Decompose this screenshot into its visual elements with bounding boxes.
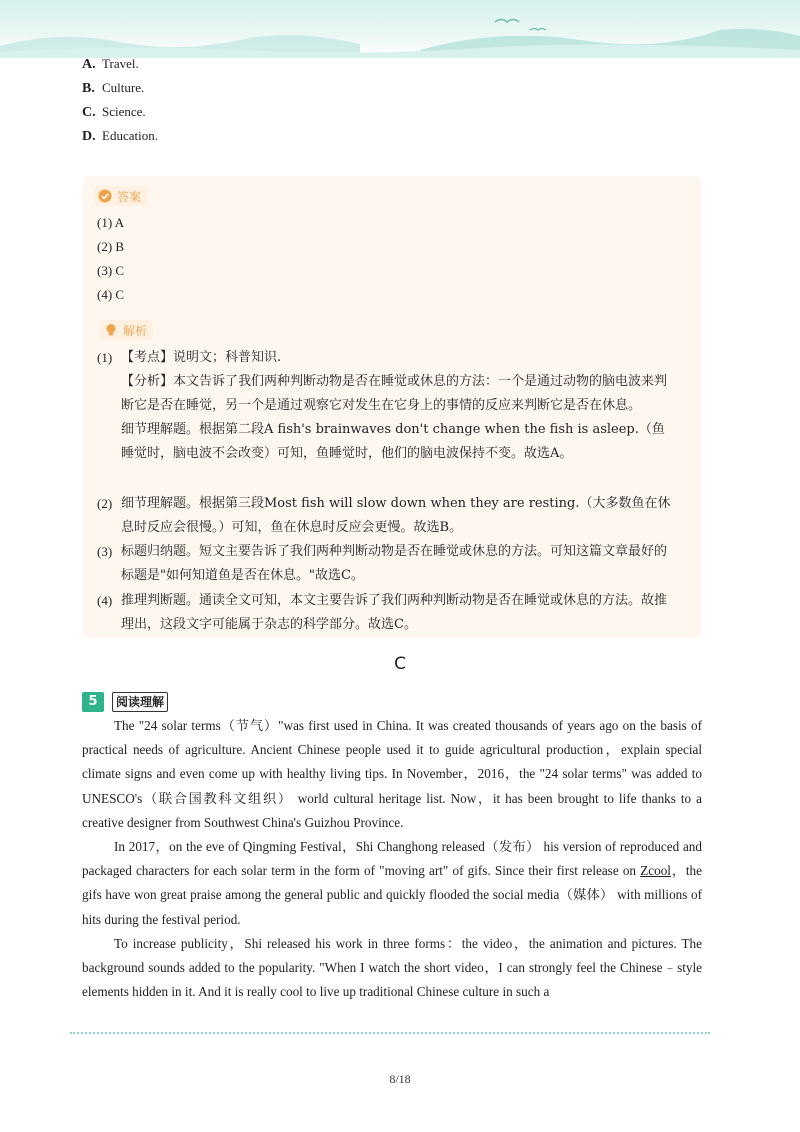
zcool-link: Zcool <box>640 863 671 879</box>
lightbulb-icon <box>104 323 118 337</box>
passage-paragraph-1: The "24 solar terms（节气）"was first used in China. It was created thousands of years ago on the basis of practical needs of agriculture. Ancient Chinese people used it to guide agricultural production，explain special climate signs and even come up with healthy living tips. In November，2016，the "24 solar terms" was added to UNESCO's（联合国教科文组织） world cultural heritage list. Now，it has been brought to life thanks to a creative designer from Southwest China's Guizhou Province. <box>82 718 702 830</box>
answer-2: (2) B <box>97 239 125 254</box>
check-badge-icon <box>98 189 112 203</box>
analysis-heading: 解析 <box>100 320 153 340</box>
footer-divider <box>70 1032 710 1034</box>
passage-paragraph-2: In 2017，on the eve of Qingming Festival，Shi Changhong released（发布） his version of reproduced and packaged characters for each solar term in the form of "moving art" of gifs. Since their first release on Zcool，the gifs have won great praise among the general public and quickly flooded the social media（媒体） with millions of hits during the festival period. <box>82 839 702 927</box>
option-a: A. Travel. <box>82 56 139 72</box>
header-banner <box>0 0 800 58</box>
reading-passage <box>82 714 702 1004</box>
answer-1: (1) A <box>97 215 125 230</box>
option-d: D. Education. <box>82 128 158 144</box>
question-number-badge: 5 <box>82 692 104 712</box>
option-c: C. Science. <box>82 104 146 120</box>
answer-options <box>82 52 158 148</box>
option-b: B. Culture. <box>82 80 145 96</box>
answer-4: (4) C <box>97 287 125 302</box>
explanation-1: (1) 【考点】说明文；科普知识. 【分析】本文告诉了我们两种判断动物是否在睡觉或休息的方法：一个是通过动物的脑电波来判断它是否在睡觉，另一个是通过观察它对发生在它身上的事情的反应来判断它是否在休息。 细节理解题。根据第二段A fish's brainwaves don't change when the fish is asleep.（鱼睡觉时，脑电波不会改变）可知，鱼睡觉时，他们的脑电波保持不变。故选A。 <box>97 346 677 490</box>
answer-3: (3) C <box>97 263 125 278</box>
explanation-1-text: 【考点】说明文；科普知识. 【分析】本文告诉了我们两种判断动物是否在睡觉或休息的方法：一个是通过动物的脑电波来判断它是否在睡觉，另一个是通过观察它对发生在它身上的事情的反应来判断它是否在休息。 细节理解题。根据第二段A fish's brainwaves don't change when the fish is asleep.（鱼睡觉时，脑电波不会改变）可知，鱼睡觉时，他们的脑电波保持不变。故选A。 <box>121 350 668 461</box>
section-mark: C <box>394 654 406 674</box>
answer-heading: 答案 <box>94 186 147 206</box>
question-type-label: 阅读理解 <box>112 692 168 712</box>
passage-paragraph-3: To increase publicity，Shi released his work in three forms：the video，the animation and pictures. The background sounds added to the popularity. "When I watch the short video，I can strongly feel the Chinese﹣style elements hidden in it. And it is really cool to live up traditional Chinese culture in such a <box>82 935 702 1000</box>
landscape-decoration <box>0 0 800 58</box>
page-number: 8/18 <box>389 1072 411 1086</box>
